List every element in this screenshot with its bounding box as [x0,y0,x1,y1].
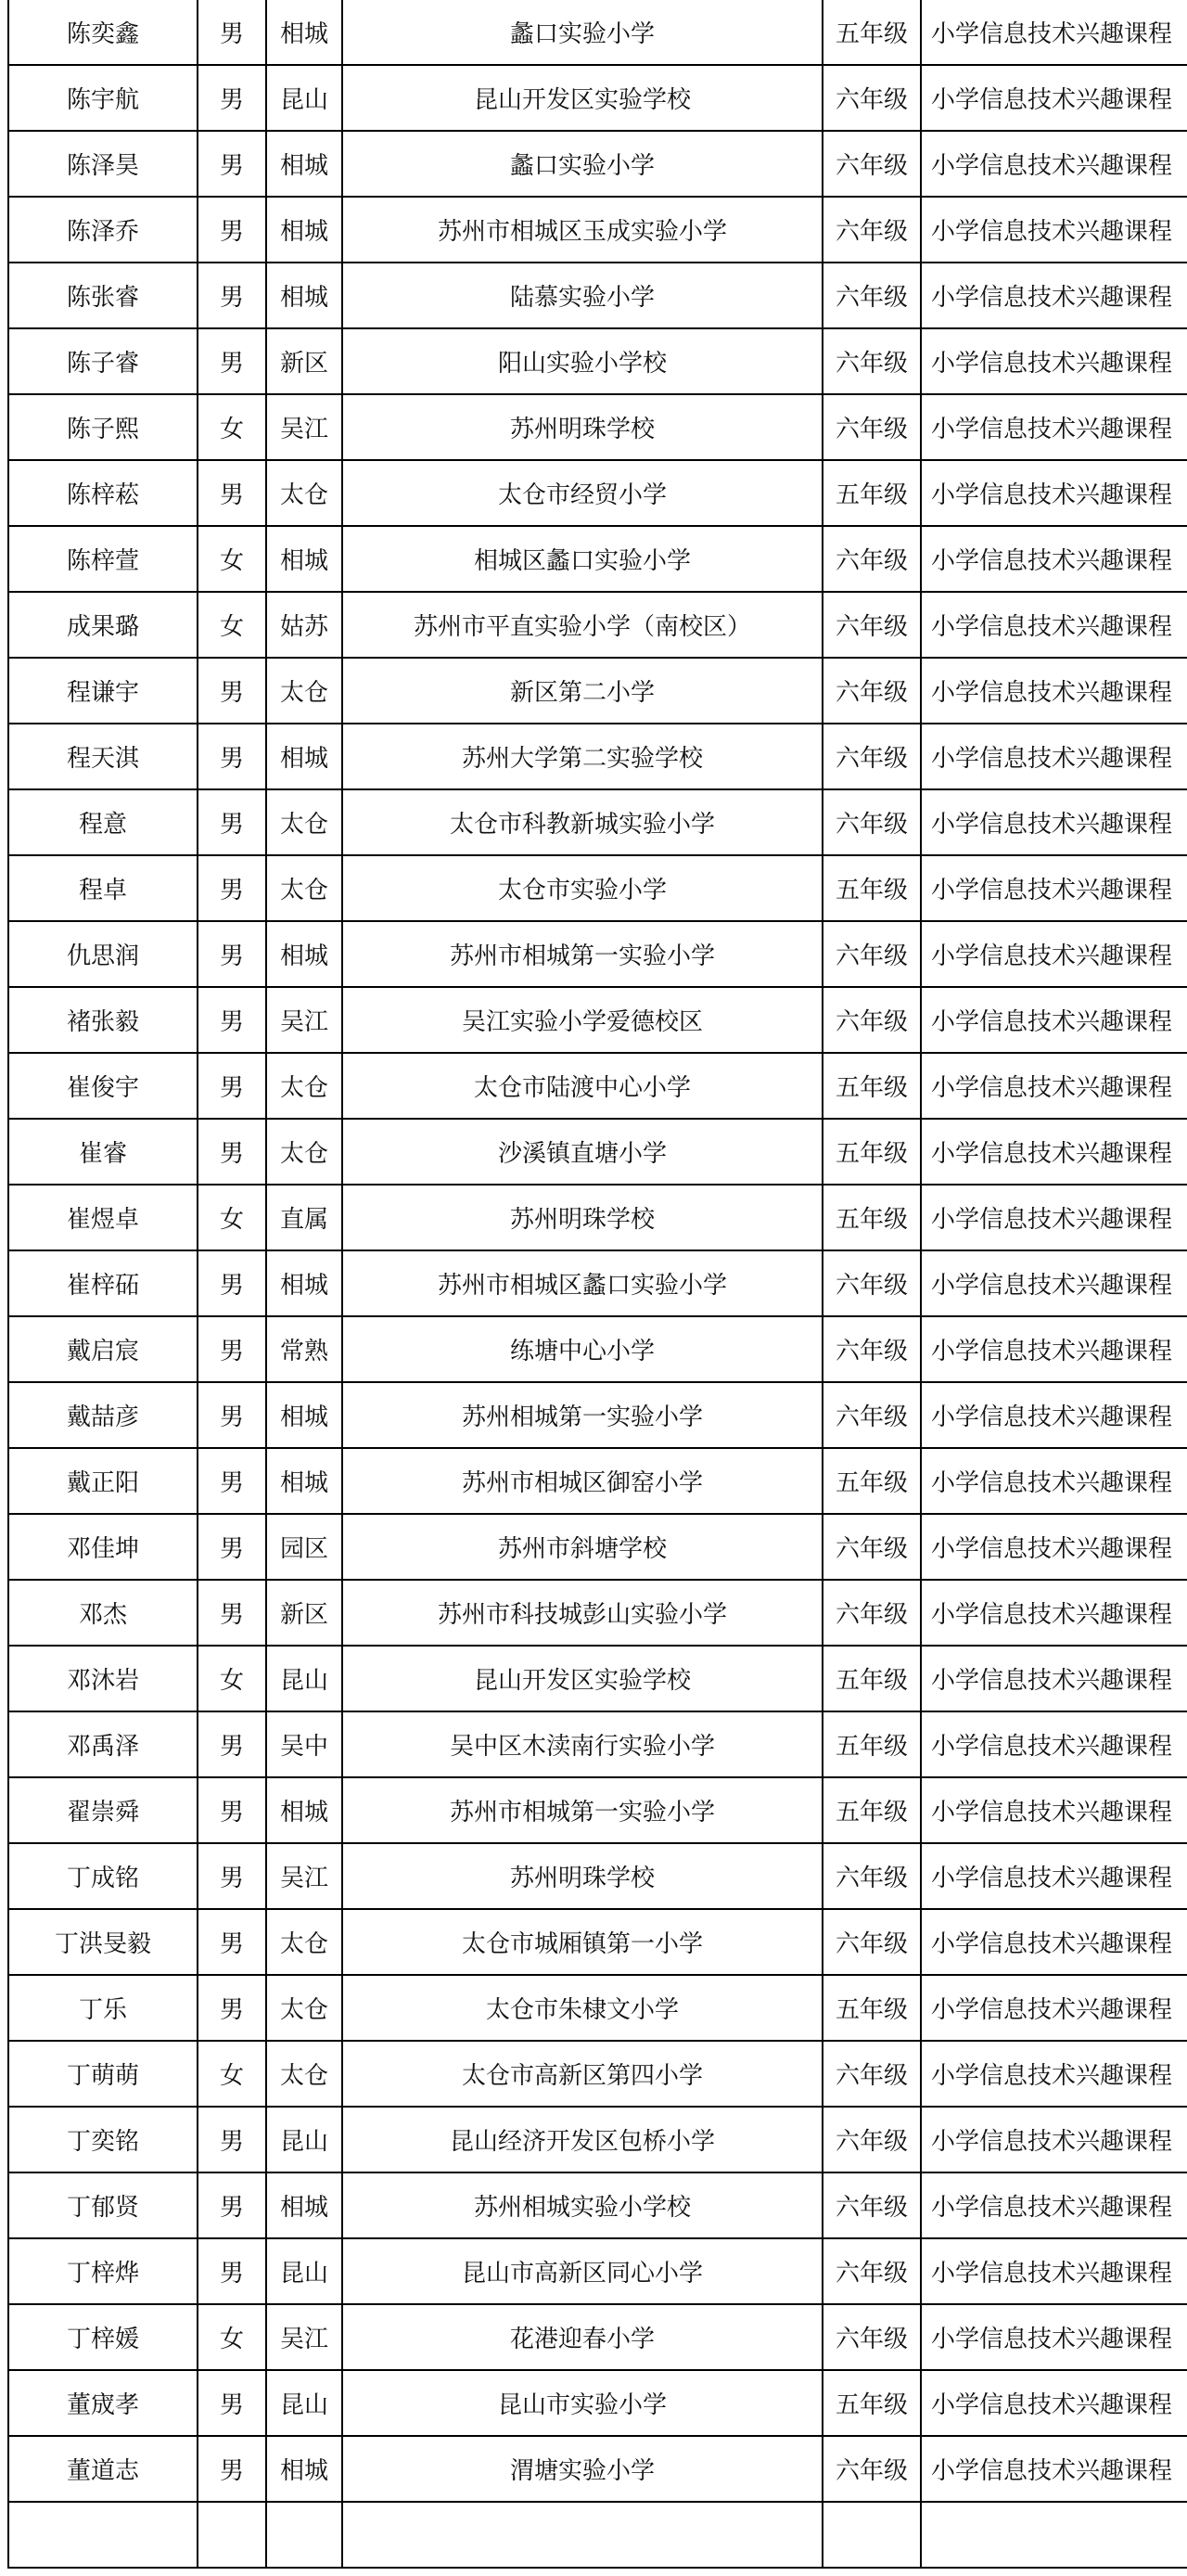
grade-cell: 五年级 [823,1777,921,1843]
course-cell: 小学信息技术兴趣课程 [921,592,1187,658]
name-cell: 陈子睿 [8,328,198,394]
gender-cell: 女 [198,1646,266,1711]
table-row [8,1975,1187,2041]
course-cell: 小学信息技术兴趣课程 [921,1777,1187,1843]
gender-cell: 男 [198,263,266,328]
district-cell: 太仓 [266,1053,342,1119]
district-cell: 直属 [266,1185,342,1250]
name-cell: 戴喆彦 [8,1382,198,1448]
course-cell: 小学信息技术兴趣课程 [921,526,1187,592]
district-cell: 园区 [266,1514,342,1580]
table-row [8,724,1187,789]
school-cell: 太仓市陆渡中心小学 [342,1053,823,1119]
grade-cell: 六年级 [823,1843,921,1909]
school-cell [342,2502,823,2568]
gender-cell: 男 [198,1448,266,1514]
school-cell: 昆山经济开发区包桥小学 [342,2107,823,2172]
course-cell: 小学信息技术兴趣课程 [921,855,1187,921]
name-cell: 丁萌萌 [8,2041,198,2107]
school-cell: 新区第二小学 [342,658,823,724]
school-cell: 苏州相城实验小学校 [342,2172,823,2238]
name-cell: 陈子熙 [8,394,198,460]
district-cell: 新区 [266,1580,342,1646]
gender-cell: 男 [198,0,266,65]
name-cell: 仇思润 [8,921,198,987]
name-cell: 陈张睿 [8,263,198,328]
district-cell: 相城 [266,263,342,328]
district-cell: 相城 [266,131,342,197]
name-cell: 董宬孝 [8,2370,198,2436]
district-cell: 太仓 [266,460,342,526]
course-cell: 小学信息技术兴趣课程 [921,1580,1187,1646]
district-cell: 相城 [266,1382,342,1448]
grade-cell: 五年级 [823,1448,921,1514]
district-cell: 新区 [266,328,342,394]
district-cell: 姑苏 [266,592,342,658]
course-cell: 小学信息技术兴趣课程 [921,2370,1187,2436]
gender-cell: 男 [198,658,266,724]
gender-cell: 男 [198,1250,266,1316]
school-cell: 沙溪镇直塘小学 [342,1119,823,1185]
gender-cell: 男 [198,1514,266,1580]
gender-cell: 女 [198,592,266,658]
course-cell: 小学信息技术兴趣课程 [921,2436,1187,2502]
course-cell: 小学信息技术兴趣课程 [921,1316,1187,1382]
gender-cell: 男 [198,921,266,987]
course-cell: 小学信息技术兴趣课程 [921,131,1187,197]
gender-cell: 女 [198,526,266,592]
course-cell: 小学信息技术兴趣课程 [921,197,1187,263]
course-cell: 小学信息技术兴趣课程 [921,65,1187,131]
grade-cell: 六年级 [823,328,921,394]
grade-cell: 六年级 [823,526,921,592]
gender-cell: 男 [198,1975,266,2041]
name-cell: 丁乐 [8,1975,198,2041]
grade-cell: 五年级 [823,1646,921,1711]
school-cell: 蠡口实验小学 [342,131,823,197]
district-cell: 昆山 [266,2238,342,2304]
gender-cell: 男 [198,789,266,855]
name-cell: 程意 [8,789,198,855]
school-cell: 昆山开发区实验学校 [342,65,823,131]
district-cell: 昆山 [266,2370,342,2436]
gender-cell: 女 [198,394,266,460]
table-row [8,2107,1187,2172]
school-cell: 苏州市相城区蠡口实验小学 [342,1250,823,1316]
name-cell: 程谦宇 [8,658,198,724]
name-cell: 戴正阳 [8,1448,198,1514]
grade-cell: 六年级 [823,2107,921,2172]
course-cell: 小学信息技术兴趣课程 [921,1646,1187,1711]
name-cell: 丁郁贤 [8,2172,198,2238]
school-cell: 苏州市斜塘学校 [342,1514,823,1580]
name-cell: 崔梓砳 [8,1250,198,1316]
course-cell: 小学信息技术兴趣课程 [921,1250,1187,1316]
name-cell: 崔俊宇 [8,1053,198,1119]
district-cell: 太仓 [266,1909,342,1975]
name-cell: 戴启宸 [8,1316,198,1382]
table-row [8,328,1187,394]
district-cell: 吴江 [266,1843,342,1909]
school-cell: 苏州市科技城彭山实验小学 [342,1580,823,1646]
course-cell: 小学信息技术兴趣课程 [921,2238,1187,2304]
district-cell: 太仓 [266,1119,342,1185]
course-cell: 小学信息技术兴趣课程 [921,1514,1187,1580]
school-cell: 昆山开发区实验学校 [342,1646,823,1711]
school-cell: 苏州明珠学校 [342,1843,823,1909]
course-cell: 小学信息技术兴趣课程 [921,789,1187,855]
table-row [8,2172,1187,2238]
table-row [8,2436,1187,2502]
table-row [8,394,1187,460]
table-row [8,1185,1187,1250]
table-row [8,1316,1187,1382]
school-cell: 练塘中心小学 [342,1316,823,1382]
grade-cell: 五年级 [823,855,921,921]
course-cell: 小学信息技术兴趣课程 [921,2041,1187,2107]
course-cell: 小学信息技术兴趣课程 [921,1053,1187,1119]
grade-cell: 六年级 [823,1382,921,1448]
district-cell: 昆山 [266,65,342,131]
table-row [8,1580,1187,1646]
table-row [8,1646,1187,1711]
table-row [8,2304,1187,2370]
table-row [8,987,1187,1053]
table-row [8,131,1187,197]
gender-cell [198,2502,266,2568]
district-cell: 相城 [266,921,342,987]
course-cell: 小学信息技术兴趣课程 [921,394,1187,460]
grade-cell: 六年级 [823,131,921,197]
roster-body [8,0,1187,2568]
course-cell: 小学信息技术兴趣课程 [921,2304,1187,2370]
course-cell: 小学信息技术兴趣课程 [921,1185,1187,1250]
gender-cell: 男 [198,1711,266,1777]
course-cell: 小学信息技术兴趣课程 [921,1119,1187,1185]
name-cell: 翟崇舜 [8,1777,198,1843]
table-row [8,460,1187,526]
gender-cell: 男 [198,1053,266,1119]
name-cell: 陈梓菘 [8,460,198,526]
course-cell: 小学信息技术兴趣课程 [921,0,1187,65]
table-row [8,1514,1187,1580]
school-cell: 太仓市城厢镇第一小学 [342,1909,823,1975]
table-row [8,1382,1187,1448]
grade-cell: 六年级 [823,2304,921,2370]
table-row [8,921,1187,987]
school-cell: 昆山市高新区同心小学 [342,2238,823,2304]
grade-cell: 五年级 [823,0,921,65]
grade-cell: 六年级 [823,987,921,1053]
grade-cell: 六年级 [823,2238,921,2304]
grade-cell: 六年级 [823,197,921,263]
name-cell: 崔煜卓 [8,1185,198,1250]
gender-cell: 男 [198,131,266,197]
name-cell: 董道志 [8,2436,198,2502]
table-row [8,263,1187,328]
school-cell: 苏州市相城第一实验小学 [342,921,823,987]
school-cell: 苏州市相城区御窑小学 [342,1448,823,1514]
gender-cell: 男 [198,197,266,263]
table-row [8,855,1187,921]
table-row [8,592,1187,658]
grade-cell: 六年级 [823,394,921,460]
school-cell: 阳山实验小学校 [342,328,823,394]
name-cell: 邓禹泽 [8,1711,198,1777]
grade-cell: 六年级 [823,789,921,855]
student-roster-table [7,0,1187,2569]
school-cell: 苏州市相城第一实验小学 [342,1777,823,1843]
name-cell: 邓佳坤 [8,1514,198,1580]
table-row [8,526,1187,592]
district-cell: 太仓 [266,855,342,921]
gender-cell: 男 [198,1119,266,1185]
district-cell: 吴江 [266,2304,342,2370]
gender-cell: 男 [198,1382,266,1448]
district-cell: 太仓 [266,658,342,724]
name-cell: 程天淇 [8,724,198,789]
school-cell: 苏州市相城区玉成实验小学 [342,197,823,263]
name-cell: 成果璐 [8,592,198,658]
school-cell: 苏州明珠学校 [342,394,823,460]
table-row [8,1711,1187,1777]
name-cell: 陈泽乔 [8,197,198,263]
district-cell: 昆山 [266,1646,342,1711]
school-cell: 花港迎春小学 [342,2304,823,2370]
table-row [8,658,1187,724]
school-cell: 太仓市经贸小学 [342,460,823,526]
district-cell: 相城 [266,1777,342,1843]
course-cell: 小学信息技术兴趣课程 [921,328,1187,394]
grade-cell: 六年级 [823,1316,921,1382]
grade-cell: 六年级 [823,65,921,131]
school-cell: 陆慕实验小学 [342,263,823,328]
district-cell: 太仓 [266,2041,342,2107]
school-cell: 苏州明珠学校 [342,1185,823,1250]
district-cell: 相城 [266,526,342,592]
school-cell: 吴江实验小学爱德校区 [342,987,823,1053]
course-cell: 小学信息技术兴趣课程 [921,263,1187,328]
grade-cell: 六年级 [823,263,921,328]
table-row [8,2370,1187,2436]
school-cell: 渭塘实验小学 [342,2436,823,2502]
grade-cell: 五年级 [823,1975,921,2041]
grade-cell: 五年级 [823,460,921,526]
course-cell: 小学信息技术兴趣课程 [921,2107,1187,2172]
grade-cell: 六年级 [823,592,921,658]
district-cell: 相城 [266,724,342,789]
grade-cell: 五年级 [823,2370,921,2436]
grade-cell: 六年级 [823,2041,921,2107]
table-row [8,1053,1187,1119]
course-cell: 小学信息技术兴趣课程 [921,1975,1187,2041]
district-cell: 相城 [266,2172,342,2238]
gender-cell: 男 [198,2238,266,2304]
name-cell: 程卓 [8,855,198,921]
grade-cell: 六年级 [823,2436,921,2502]
table-row [8,1119,1187,1185]
district-cell: 相城 [266,2436,342,2502]
district-cell: 相城 [266,1448,342,1514]
grade-cell: 五年级 [823,1185,921,1250]
table-row [8,1777,1187,1843]
gender-cell: 男 [198,987,266,1053]
name-cell: 邓杰 [8,1580,198,1646]
grade-cell: 六年级 [823,658,921,724]
gender-cell: 女 [198,1185,266,1250]
grade-cell: 六年级 [823,2172,921,2238]
course-cell: 小学信息技术兴趣课程 [921,987,1187,1053]
name-cell: 邓沐岩 [8,1646,198,1711]
school-cell: 苏州大学第二实验学校 [342,724,823,789]
course-cell: 小学信息技术兴趣课程 [921,1382,1187,1448]
school-cell: 太仓市高新区第四小学 [342,2041,823,2107]
gender-cell: 男 [198,1909,266,1975]
course-cell: 小学信息技术兴趣课程 [921,1909,1187,1975]
district-cell: 太仓 [266,1975,342,2041]
grade-cell: 六年级 [823,1909,921,1975]
name-cell: 丁成铭 [8,1843,198,1909]
table-row [8,2041,1187,2107]
school-cell: 相城区蠡口实验小学 [342,526,823,592]
grade-cell [823,2502,921,2568]
course-cell: 小学信息技术兴趣课程 [921,1843,1187,1909]
course-cell [921,2502,1187,2568]
gender-cell: 男 [198,1580,266,1646]
school-cell: 太仓市实验小学 [342,855,823,921]
name-cell: 陈梓萱 [8,526,198,592]
table-row [8,1448,1187,1514]
district-cell: 吴江 [266,987,342,1053]
grade-cell: 六年级 [823,724,921,789]
district-cell: 相城 [266,0,342,65]
gender-cell: 男 [198,460,266,526]
gender-cell: 男 [198,855,266,921]
name-cell: 褚张毅 [8,987,198,1053]
district-cell: 相城 [266,1250,342,1316]
course-cell: 小学信息技术兴趣课程 [921,921,1187,987]
name-cell: 陈宇航 [8,65,198,131]
name-cell: 陈泽昊 [8,131,198,197]
table-row [8,2502,1187,2568]
table-row [8,0,1187,65]
grade-cell: 五年级 [823,1053,921,1119]
gender-cell: 男 [198,2370,266,2436]
gender-cell: 男 [198,2172,266,2238]
table-row [8,789,1187,855]
table-row [8,1843,1187,1909]
course-cell: 小学信息技术兴趣课程 [921,1448,1187,1514]
gender-cell: 男 [198,328,266,394]
school-cell: 太仓市朱棣文小学 [342,1975,823,2041]
district-cell: 吴江 [266,394,342,460]
table-row [8,65,1187,131]
district-cell: 常熟 [266,1316,342,1382]
school-cell: 太仓市科教新城实验小学 [342,789,823,855]
name-cell [8,2502,198,2568]
district-cell: 吴中 [266,1711,342,1777]
grade-cell: 五年级 [823,1711,921,1777]
table-row [8,1250,1187,1316]
name-cell: 陈奕鑫 [8,0,198,65]
course-cell: 小学信息技术兴趣课程 [921,460,1187,526]
grade-cell: 六年级 [823,921,921,987]
name-cell: 崔睿 [8,1119,198,1185]
name-cell: 丁奕铭 [8,2107,198,2172]
course-cell: 小学信息技术兴趣课程 [921,1711,1187,1777]
gender-cell: 男 [198,1843,266,1909]
gender-cell: 女 [198,2041,266,2107]
grade-cell: 五年级 [823,1119,921,1185]
gender-cell: 男 [198,2107,266,2172]
grade-cell: 六年级 [823,1514,921,1580]
gender-cell: 男 [198,1316,266,1382]
grade-cell: 六年级 [823,1250,921,1316]
course-cell: 小学信息技术兴趣课程 [921,658,1187,724]
district-cell: 昆山 [266,2107,342,2172]
gender-cell: 女 [198,2304,266,2370]
grade-cell: 六年级 [823,1580,921,1646]
table-row [8,2238,1187,2304]
gender-cell: 男 [198,2436,266,2502]
gender-cell: 男 [198,65,266,131]
table-row [8,1909,1187,1975]
school-cell: 蠡口实验小学 [342,0,823,65]
course-cell: 小学信息技术兴趣课程 [921,2172,1187,2238]
name-cell: 丁梓烨 [8,2238,198,2304]
name-cell: 丁梓媛 [8,2304,198,2370]
district-cell: 太仓 [266,789,342,855]
name-cell: 丁洪旻毅 [8,1909,198,1975]
course-cell: 小学信息技术兴趣课程 [921,724,1187,789]
gender-cell: 男 [198,1777,266,1843]
school-cell: 苏州市平直实验小学（南校区） [342,592,823,658]
school-cell: 吴中区木渎南行实验小学 [342,1711,823,1777]
gender-cell: 男 [198,724,266,789]
school-cell: 苏州相城第一实验小学 [342,1382,823,1448]
district-cell [266,2502,342,2568]
school-cell: 昆山市实验小学 [342,2370,823,2436]
district-cell: 相城 [266,197,342,263]
table-row [8,197,1187,263]
